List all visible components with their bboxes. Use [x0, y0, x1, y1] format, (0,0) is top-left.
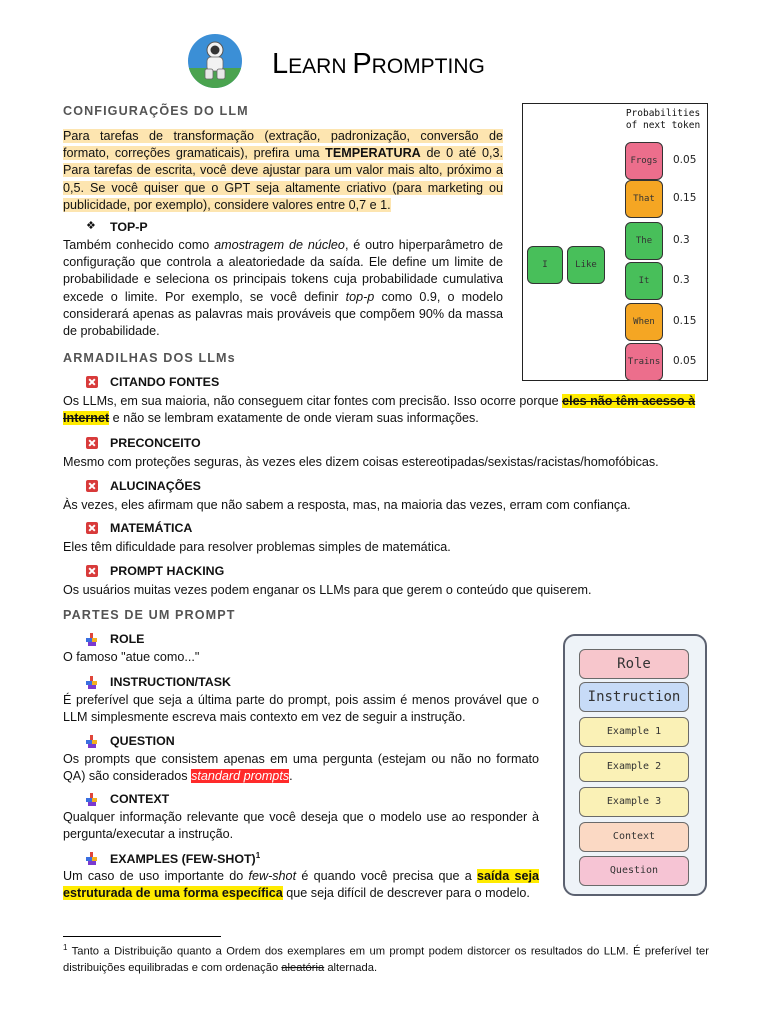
prompt-part-title-text: INSTRUCTION/TASK [110, 675, 231, 689]
prompt-part-body [63, 692, 539, 726]
prompt-parts-diagram [563, 634, 707, 896]
prompt-part-title-text: QUESTION [110, 734, 175, 748]
prompt-part-title [110, 675, 231, 689]
text-segment: , é outro hiperparâmetro de configuração que controla a aleatoriedade da saída. Ele define um limite de probabilidade e seleciona os principais tokens cuja probabilidade cumulativa excede o limite. Por exemplo, se você definir [63, 238, 504, 304]
pitfall-body [63, 393, 709, 427]
pitfall-title: ALUCINAÇÕES [110, 479, 201, 493]
next-token: That [625, 180, 663, 218]
text-segment: Qualquer informação relevante que você deseja que o modelo use ao responder à pergunta/executar a instrução. [63, 810, 539, 842]
text-segment: Tanto a Distribuição quanto a Ordem dos exemplares em um prompt podem distorcer os resultados do LLM. É preferível ter distribuições equilibradas e com ordenação [63, 945, 709, 974]
x-mark-icon [86, 565, 98, 577]
prompt-part-card: Context [579, 822, 689, 852]
pitfall-body [63, 582, 709, 599]
input-token: I [527, 246, 563, 284]
prompt-part-body [63, 809, 539, 843]
top-p-paragraph [63, 237, 503, 340]
logo-avatar [188, 34, 242, 88]
colored-blocks-icon [86, 852, 98, 865]
pitfall-body [63, 497, 709, 514]
text-segment: TEMPERATURA [325, 146, 421, 161]
text-segment: É preferível que seja a última parte do prompt, pois assim é menos provável que o LLM simplesmente escreva mais contexto em vez de seguir a instrução. [63, 693, 539, 725]
prompt-part-title-text: EXAMPLES (FEW-SHOT) [110, 852, 256, 867]
text-segment: Também conhecido como [63, 238, 215, 252]
prompt-part-card: Example 2 [579, 752, 689, 782]
prompt-part-title [110, 792, 169, 806]
next-token: It [625, 262, 663, 300]
token-probability: 0.05 [673, 154, 697, 166]
prompt-part-title-text: CONTEXT [110, 792, 170, 806]
colored-blocks-icon [86, 735, 98, 748]
text-segment: few-shot [248, 869, 297, 883]
next-token: Trains [625, 343, 663, 381]
text-segment: Eles têm dificuldade para resolver problemas simples de matemática. [63, 540, 451, 554]
section-heading-llm-settings: CONFIGURAÇÕES DO LLM [63, 104, 249, 118]
next-token: Frogs [625, 142, 663, 180]
pitfall-body [63, 454, 709, 471]
token-probability: 0.15 [673, 315, 697, 327]
pitfall-title: CITANDO FONTES [110, 375, 220, 389]
prompt-part-card: Example 3 [579, 787, 689, 817]
footnote-reference[interactable]: 1 [255, 851, 261, 860]
x-mark-icon [86, 522, 98, 534]
text-segment: top-p [345, 289, 375, 304]
diamond-bullet-icon: ❖ [86, 219, 96, 232]
x-mark-icon [86, 437, 98, 449]
text-segment: eles não têm acesso à Internet [63, 394, 696, 426]
prompt-part-title [110, 734, 175, 748]
pitfall-title: PRECONCEITO [110, 436, 201, 450]
text-segment: Um caso de uso importante do [63, 869, 249, 883]
diagram-title: Probabilities of next token [625, 108, 701, 131]
page-title: LEARN PROMPTING [272, 48, 485, 80]
token-probability: 0.3 [673, 234, 690, 246]
prompt-part-title [110, 851, 260, 866]
prompt-part-card: Instruction [579, 682, 689, 712]
next-token: The [625, 222, 663, 260]
token-probability: 0.15 [673, 192, 697, 204]
text-segment: O famoso "atue como..." [63, 650, 200, 664]
text-segment: standard prompts [191, 769, 290, 784]
text-segment: Mesmo com proteções seguras, às vezes eles dizem coisas estereotipadas/sexistas/racistas/homofóbicas. [63, 455, 659, 469]
top-p-heading: TOP-P [110, 220, 148, 234]
text-segment: saída seja estruturada de uma forma específica [63, 869, 539, 901]
next-token-probability-diagram [522, 103, 708, 381]
prompt-part-title-text: ROLE [110, 632, 145, 646]
prompt-part-body [63, 751, 539, 785]
footnote-divider [63, 936, 221, 937]
text-segment: Os prompts que consistem apenas em uma pergunta (estejam ou não no formato QA) são considerados [63, 752, 539, 784]
text-segment: Os LLMs, em sua maioria, não conseguem citar fontes com precisão. Isso ocorre porque [63, 394, 563, 408]
prompt-part-card: Role [579, 649, 689, 679]
x-mark-icon [86, 376, 98, 388]
text-segment: amostragem de núcleo [214, 238, 345, 252]
prompt-part-body [63, 868, 539, 902]
prompt-part-card: Question [579, 856, 689, 886]
token-probability: 0.3 [673, 274, 690, 286]
text-segment: aleatória [281, 961, 325, 974]
text-segment: . [289, 769, 293, 784]
input-token: Like [567, 246, 605, 284]
text-segment: é quando você precisa que a [296, 869, 478, 883]
temperature-paragraph [63, 128, 503, 214]
text-segment: 1 [63, 943, 68, 952]
pitfall-title: MATEMÁTICA [110, 521, 193, 535]
prompt-part-card: Example 1 [579, 717, 689, 747]
prompt-part-body [63, 649, 539, 666]
section-heading-prompt-parts: PARTES DE UM PROMPT [63, 608, 236, 622]
x-mark-icon [86, 480, 98, 492]
section-heading-llm-pitfalls: ARMADILHAS DOS LLMs [63, 351, 236, 365]
footnote [63, 940, 709, 976]
next-token: When [625, 303, 663, 341]
text-segment: Para tarefas de transformação (extração, padronização, conversão de formato, correções gramaticais), prefira uma [63, 129, 503, 161]
text-segment: que seja difícil de descrever para o modelo. [282, 886, 530, 901]
pitfall-title: PROMPT HACKING [110, 564, 225, 578]
text-segment: alternada. [324, 961, 378, 974]
text-segment: Os usuários muitas vezes podem enganar os LLMs para que gerem o conteúdo que quiserem. [63, 583, 592, 597]
pitfall-body [63, 539, 709, 556]
colored-blocks-icon [86, 676, 98, 689]
text-segment: como 0.9, o modelo considerará apenas as palavras mais prováveis que compõem 90% da massa de probabilidade. [63, 289, 503, 339]
text-segment: e não se lembram exatamente de onde vieram suas informações. [109, 411, 479, 426]
colored-blocks-icon [86, 793, 98, 806]
text-segment: de 0 até 0,3. Para tarefas de escrita, você deve ajustar para um valor mais alto, próximo a 0,5. Se você quiser que o GPT seja altamente criativo (para marketing ou publicidade, por exemplo), considere valores entre 0,7 e 1. [63, 146, 503, 212]
prompt-part-title [110, 632, 144, 646]
colored-blocks-icon [86, 633, 98, 646]
text-segment: Às vezes, eles afirmam que não sabem a resposta, mas, na maioria das vezes, erram com confiança. [63, 498, 631, 512]
token-probability: 0.05 [673, 355, 697, 367]
